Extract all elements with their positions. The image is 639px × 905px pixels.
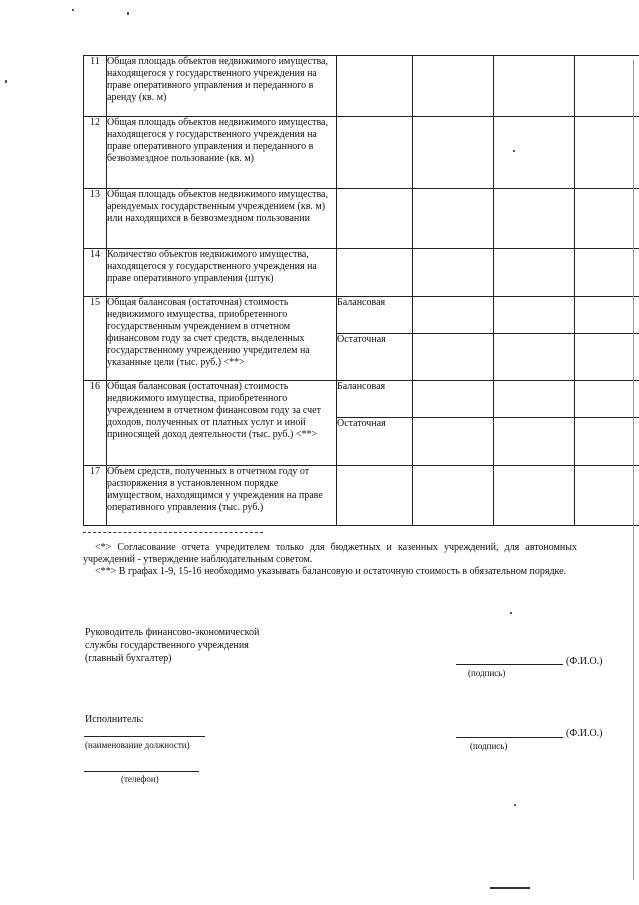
footnote-2: <**> В графах 1-9, 15-16 необходимо указывать балансовую и остаточную стоимость в обязательном порядке.: [95, 566, 567, 577]
value-cell: [337, 249, 413, 297]
scan-mark: [490, 887, 530, 889]
value-cell: [494, 297, 575, 334]
value-cell: [494, 117, 575, 189]
executor-label: Исполнитель:: [85, 714, 144, 725]
signature-caption: (подпись): [470, 741, 508, 751]
value-cell: [575, 334, 639, 381]
value-cell: [413, 249, 494, 297]
value-cell: [413, 189, 494, 249]
table-row: [84, 117, 639, 189]
value-cell: [575, 117, 639, 189]
row-description: Общая площадь объектов недвижимого имущества, находящегося у государственного учреждения на праве оперативного управления и переданного в безвозмездное пользование (кв. м): [107, 117, 337, 189]
value-cell: [337, 56, 413, 117]
table-row: [84, 381, 639, 418]
value-cell: [413, 466, 494, 526]
value-cell: [337, 117, 413, 189]
chief-title-line3: (главный бухгалтер): [85, 653, 172, 664]
value-cell: [413, 381, 494, 418]
value-cell: [575, 249, 639, 297]
fio-caption: (Ф.И.О.): [566, 728, 603, 739]
table-row: [84, 297, 639, 334]
value-cell: [413, 56, 494, 117]
phone-caption: (телефон): [121, 774, 159, 784]
scan-edge: [633, 60, 634, 880]
scan-speck: [510, 612, 512, 614]
position-caption: (наименование должности): [85, 740, 190, 750]
value-cell: [494, 381, 575, 418]
value-cell: [575, 466, 639, 526]
scan-speck: [514, 804, 516, 806]
value-cell: [494, 418, 575, 466]
value-cell: [494, 249, 575, 297]
sub-label-balance: Балансовая: [337, 297, 413, 334]
row-number: 13: [84, 189, 107, 249]
scan-speck: [127, 12, 129, 15]
row-number: 15: [84, 297, 107, 381]
value-cell: [494, 334, 575, 381]
table-row: [84, 56, 639, 117]
value-cell: [575, 381, 639, 418]
row-description: Объем средств, полученных в отчетном году от распоряжения в установленном порядке имуществом, находящимся у учреждения на праве оперативного управления (тыс. руб.): [107, 466, 337, 526]
phone-line: [84, 771, 199, 772]
value-cell: [413, 334, 494, 381]
value-cell: [413, 117, 494, 189]
signature-caption: (подпись): [468, 668, 506, 678]
value-cell: [575, 418, 639, 466]
row-description: Общая площадь объектов недвижимого имущества, находящегося у государственного учреждения на праве оперативного управления и переданного в аренду (кв. м): [107, 56, 337, 117]
signature-line: [456, 737, 563, 738]
row-number: 17: [84, 466, 107, 526]
row-description: Количество объектов недвижимого имущества, находящегося у государственного учреждения на праве оперативного управления (штук): [107, 249, 337, 297]
row-number: 16: [84, 381, 107, 466]
value-cell: [413, 418, 494, 466]
footnote-separator: [83, 532, 263, 533]
row-description: Общая балансовая (остаточная) стоимость недвижимого имущества, приобретенного государственным учреждением в отчетном финансовом году за счет средств, выделенных государственному учреждению учредителем на указанные цели (тыс. руб.) <**>: [107, 297, 337, 381]
footnote-1: <*> Согласование отчета учредителем только для бюджетных и казенных учреждений, для автономных учреждений - утверждение наблюдательным советом.: [83, 542, 577, 565]
row-description: Общая балансовая (остаточная) стоимость недвижимого имущества, приобретенного учреждением в отчетном финансовом году за счет доходов, полученных от платных услуг и иной приносящей доход деятельности (тыс. руб.) <**>: [107, 381, 337, 466]
value-cell: [575, 189, 639, 249]
value-cell: [575, 56, 639, 117]
value-cell: [494, 56, 575, 117]
scan-speck: [5, 80, 7, 83]
table-row: [84, 249, 639, 297]
row-number: 12: [84, 117, 107, 189]
value-cell: [337, 466, 413, 526]
scan-speck: [72, 9, 74, 11]
scan-speck: [513, 150, 515, 152]
signature-line: [456, 664, 563, 665]
row-number: 11: [84, 56, 107, 117]
sub-label-residual: Остаточная: [337, 418, 413, 466]
sub-label-residual: Остаточная: [337, 334, 413, 381]
value-cell: [494, 466, 575, 526]
sub-label-balance: Балансовая: [337, 381, 413, 418]
value-cell: [337, 189, 413, 249]
table-row: [84, 189, 639, 249]
fio-caption: (Ф.И.О.): [566, 656, 603, 667]
chief-title-line1: Руководитель финансово-экономической: [85, 627, 260, 638]
row-description: Общая площадь объектов недвижимого имущества, арендуемых государственным учреждением (кв. м) или находящихся в безвозмездном пользовании: [107, 189, 337, 249]
value-cell: [494, 189, 575, 249]
value-cell: [413, 297, 494, 334]
value-cell: [575, 297, 639, 334]
chief-title-line2: службы государственного учреждения: [85, 640, 249, 651]
report-table: [83, 55, 639, 526]
position-line: [84, 736, 205, 737]
table-row: [84, 466, 639, 526]
row-number: 14: [84, 249, 107, 297]
